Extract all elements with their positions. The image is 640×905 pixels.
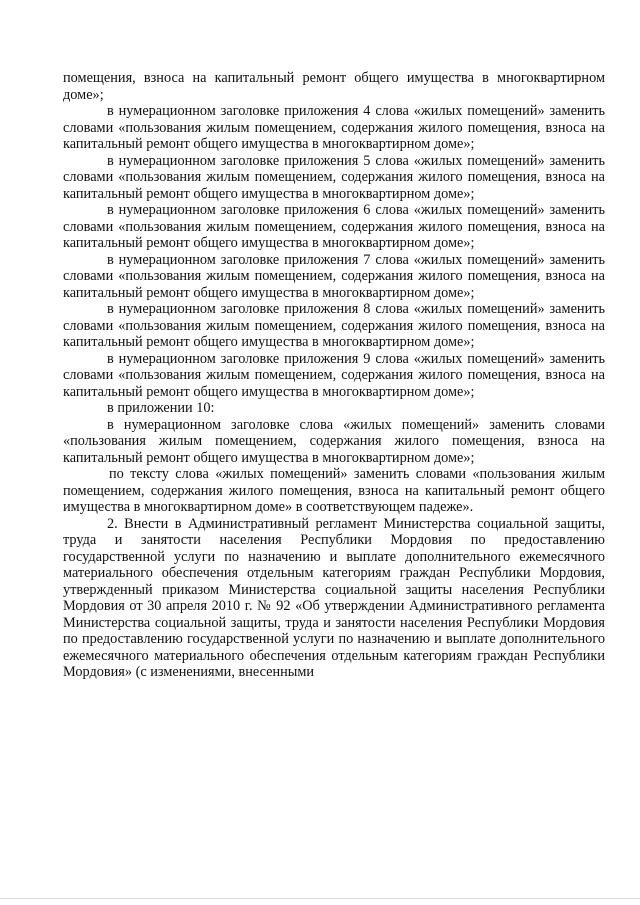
paragraph-appendix-7: в нумерационном заголовке приложения 7 слова «жилых помещений» заменить словами «пользования жилым помещением, содержания жилого помещения, взноса на капитальный ремонт общего имущества в многоквартирном доме»; <box>63 251 605 301</box>
paragraph-appendix-4: в нумерационном заголовке приложения 4 слова «жилых помещений» заменить словами «пользования жилым помещением, содержания жилого помещения, взноса на капитальный ремонт общего имущества в многоквартирном доме»; <box>63 103 605 152</box>
paragraph-appendix-6: в нумерационном заголовке приложения 6 слова «жилых помещений» заменить словами «пользования жилым помещением, содержания жилого помещения, взноса на капитальный ремонт общего имущества в многоквартирном доме»; <box>63 202 605 251</box>
paragraph-continuation: помещения, взноса на капитальный ремонт общего имущества в многоквартирном доме»; <box>63 70 605 103</box>
paragraph-item-2: 2. Внести в Административный регламент Министерства социальной защиты, труда и занятости населения Республики Мордовия по предоставлению государственной услуги по назначению и выплате дополнительного ежемесячного материального обеспечения отдельным категориям граждан Республики Мордовия, утвержденный приказом Министерства социальной защиты населения Республики Мордовия от 30 апреля 2010 г. № 92 «Об утверждении Административного регламента Министерства социальной защиты, труда и занятости населения Республики Мордовия по предоставлению государственной услуги по назначению и выплате дополнительного ежемесячного материального обеспечения отдельным категориям граждан Республики Мордовия» (с изменениями, внесенными <box>63 515 605 680</box>
document-body <box>63 70 605 681</box>
paragraph-appendix-9: в нумерационном заголовке приложения 9 слова «жилых помещений» заменить словами «пользования жилым помещением, содержания жилого помещения, взноса на капитальный ремонт общего имущества в многоквартирном доме»; <box>63 350 605 400</box>
paragraph-appendix-10-text: по тексту слова «жилых помещений» заменить словами «пользования жилым помещением, содержания жилого помещения, взноса на капитальный ремонт общего имущества в многоквартирном доме» в соответствующем падеже». <box>63 466 605 515</box>
paragraph-appendix-10-intro: в приложении 10: <box>107 400 215 416</box>
paragraph-appendix-10-heading: в нумерационном заголовке слова «жилых помещений» заменить словами «пользования жилым помещением, содержания жилого помещения, взноса на капитальный ремонт общего имущества в многоквартирном доме»; <box>63 416 605 466</box>
paragraph-appendix-8: в нумерационном заголовке приложения 8 слова «жилых помещений» заменить словами «пользования жилым помещением, содержания жилого помещения, взноса на капитальный ремонт общего имущества в многоквартирном доме»; <box>63 301 605 350</box>
paragraph-appendix-5: в нумерационном заголовке приложения 5 слова «жилых помещений» заменить словами «пользования жилым помещением, содержания жилого помещения, взноса на капитальный ремонт общего имущества в многоквартирном доме»; <box>63 152 605 202</box>
page-bottom-edge <box>0 898 640 899</box>
